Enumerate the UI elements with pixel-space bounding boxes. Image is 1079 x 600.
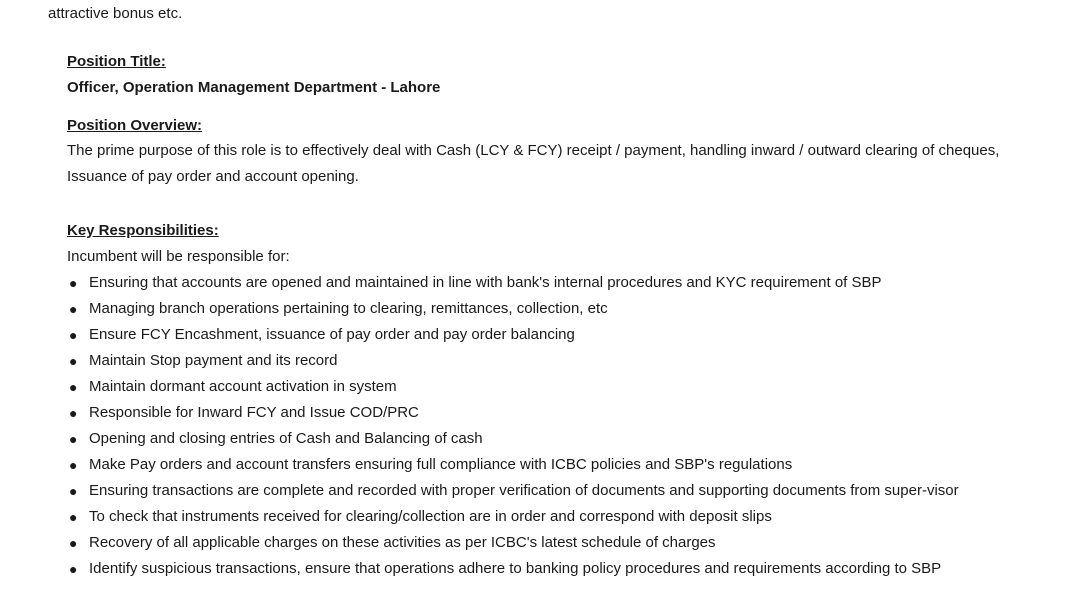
responsibility-text: Managing branch operations pertaining to clearing, remittances, collection, etc	[89, 300, 608, 317]
bullet-icon: ●	[69, 353, 78, 369]
position-overview-section	[67, 116, 1042, 190]
intro-text-tail: attractive bonus etc.	[48, 5, 183, 22]
position-title-section	[67, 52, 1042, 98]
responsibility-text: Ensuring transactions are complete and recorded with proper verification of documents and supporting documents from super-visor	[89, 482, 959, 499]
responsibility-text: Responsible for Inward FCY and Issue COD/PRC	[89, 404, 419, 421]
bullet-icon: ●	[69, 483, 78, 499]
key-responsibilities-section	[67, 221, 1042, 267]
responsibility-item	[67, 374, 1042, 400]
position-overview-text: The prime purpose of this role is to effectively deal with Cash (LCY & FCY) receipt / payment, handling inward / outward clearing of cheques, Issuance of pay order and account opening.	[67, 142, 1000, 185]
responsibility-item	[67, 348, 1042, 374]
bullet-icon: ●	[69, 379, 78, 395]
responsibility-item	[67, 322, 1042, 348]
key-responsibilities-lead: Incumbent will be responsible for:	[67, 248, 290, 265]
bullet-icon: ●	[69, 509, 78, 525]
bullet-icon: ●	[69, 431, 78, 447]
responsibility-item	[67, 478, 1042, 504]
responsibility-item	[67, 296, 1042, 322]
bullet-icon: ●	[69, 327, 78, 343]
position-title-heading: Position Title:	[67, 53, 166, 70]
key-responsibilities-heading: Key Responsibilities:	[67, 222, 219, 239]
responsibility-text: Recovery of all applicable charges on these activities as per ICBC's latest schedule of charges	[89, 534, 716, 551]
responsibility-text: Maintain Stop payment and its record	[89, 352, 338, 369]
bullet-icon: ●	[69, 561, 78, 577]
responsibility-text: Ensuring that accounts are opened and maintained in line with bank's internal procedures and KYC requirement of SBP	[89, 274, 882, 291]
responsibility-item	[67, 426, 1042, 452]
position-overview-heading: Position Overview:	[67, 117, 203, 134]
responsibility-item	[67, 270, 1042, 296]
responsibilities-list	[67, 270, 1042, 582]
responsibility-text: Identify suspicious transactions, ensure that operations adhere to banking policy procedures and requirements according to SBP	[89, 560, 942, 577]
bullet-icon: ●	[69, 535, 78, 551]
position-title-value: Officer, Operation Management Department - Lahore	[67, 79, 441, 96]
responsibility-item	[67, 452, 1042, 478]
responsibility-text: Make Pay orders and account transfers ensuring full compliance with ICBC policies and SBP's regulations	[89, 456, 793, 473]
bullet-icon: ●	[69, 275, 78, 291]
responsibility-text: Ensure FCY Encashment, issuance of pay order and pay order balancing	[89, 326, 575, 343]
responsibility-item	[67, 504, 1042, 530]
bullet-icon: ●	[69, 405, 78, 421]
responsibility-item	[67, 530, 1042, 556]
responsibility-text: To check that instruments received for clearing/collection are in order and correspond with deposit slips	[89, 508, 772, 525]
responsibility-item	[67, 400, 1042, 426]
bullet-icon: ●	[69, 301, 78, 317]
bullet-icon: ●	[69, 457, 78, 473]
responsibility-text: Opening and closing entries of Cash and Balancing of cash	[89, 430, 483, 447]
responsibility-text: Maintain dormant account activation in system	[89, 378, 397, 395]
responsibility-item	[67, 556, 1042, 582]
